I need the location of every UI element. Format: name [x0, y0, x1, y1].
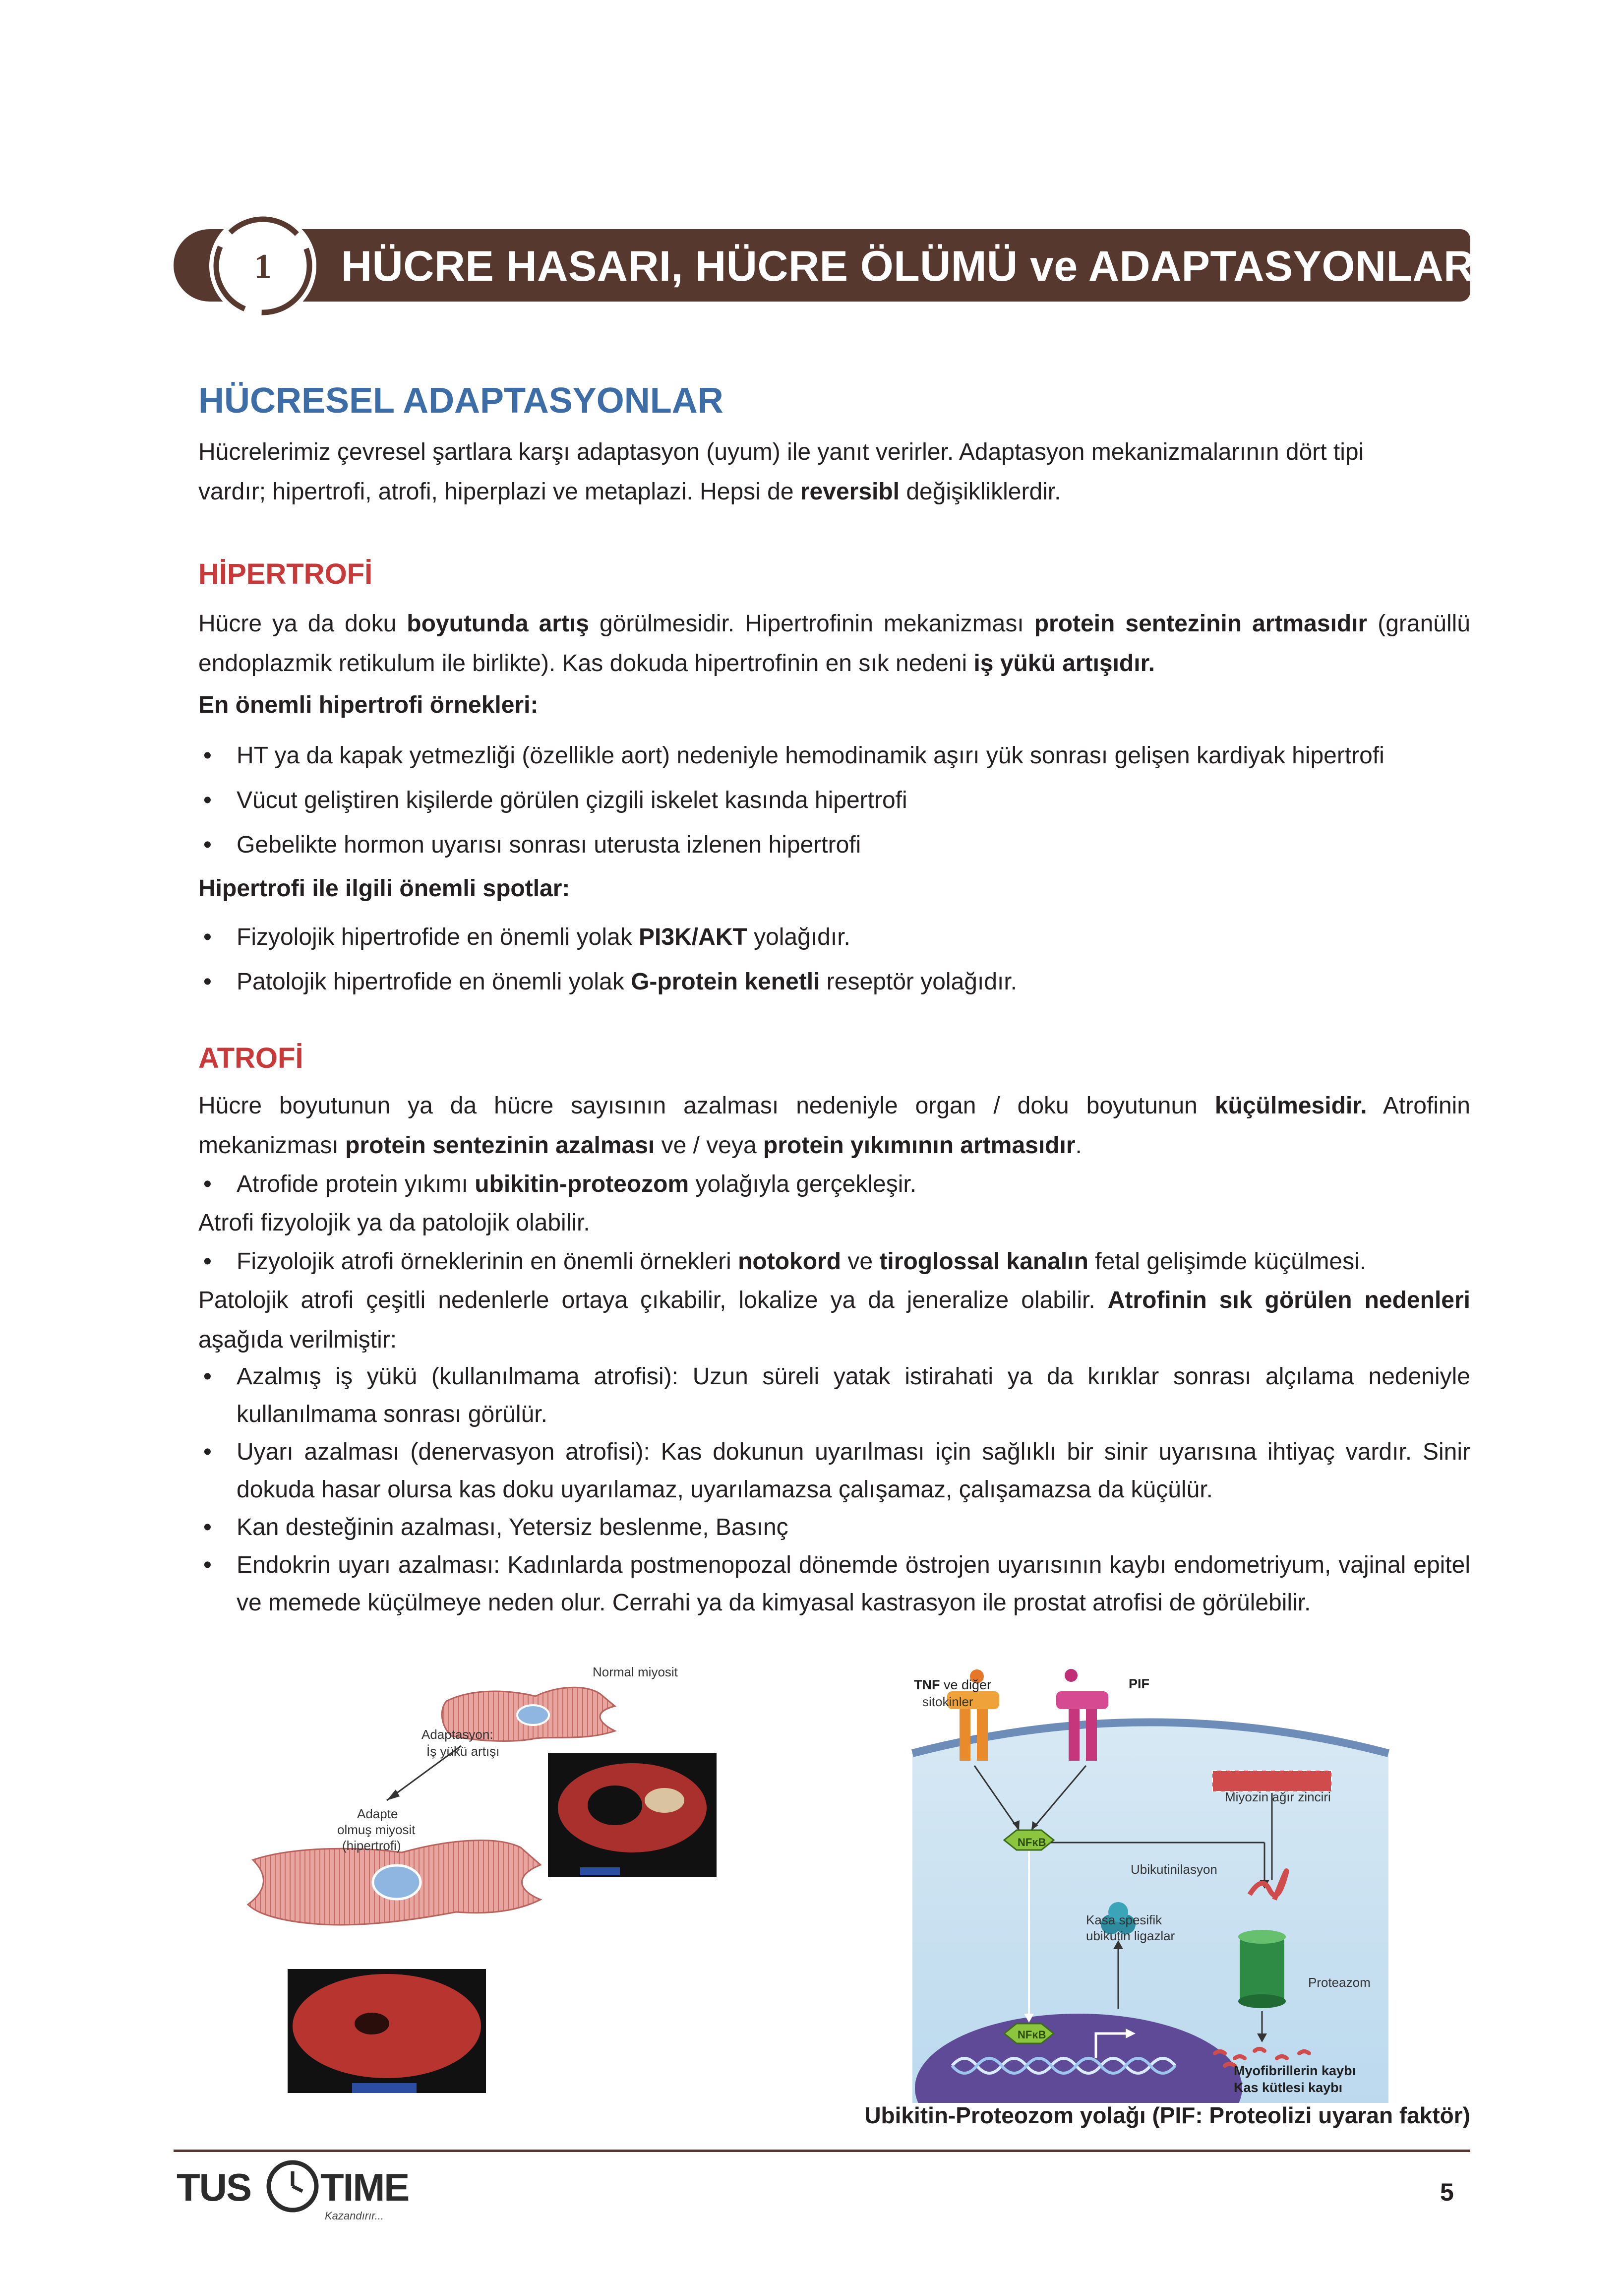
myosin-label: Miyozin ağır zinciri [1225, 1789, 1331, 1804]
pif-label: PIF [1129, 1676, 1150, 1691]
atrofi-paragraph: Hücre boyutunun ya da hücre sayısının azalması nedeniyle organ / doku boyutunun küçülmesidir. Atrofinin mekanizması protein sentezinin azalması ve / veya protein yıkımının artmasıdır. [198, 1093, 1470, 1159]
ubiquitination-label: Ubikutinilasyon [1131, 1862, 1217, 1877]
proteasome-label: Proteazom [1308, 1975, 1371, 1990]
logo-text-left: TUS [177, 2165, 251, 2209]
footer-divider [174, 2150, 1470, 2152]
atrofi-paragraph-2: Patolojik atrofi çeşitli nedenlerle ortaya çıkabilir, lokalize ya da jeneralize olabilir. Atrofinin sık görülen nedenleri aşağıda verilmiştir: [198, 1287, 1470, 1353]
tnf-label-2: sitokinler [922, 1694, 973, 1709]
hipertrofi-heading: HİPERTROFİ [198, 558, 373, 590]
ligase-label-2: ubikutin ligazlar [1086, 1928, 1175, 1943]
list-item: • Uyarı azalması (denervasyon atrofisi): Kas dokunun uyarılması için sağlıklı bir sinir uyarısına ihtiyaç vardır. Sinir dokuda hasar olursa kas doku uyarılamaz, uyarılamazsa çalışamaz, çalışamazsa da küçülür. [203, 1439, 1470, 1503]
list-item: • Atrofide protein yıkımı ubikitin-proteozom yolağıyla gerçekleşir. [203, 1171, 917, 1197]
hypertrophic-nucleus [373, 1865, 421, 1899]
ligase-label-1: Kasa spesifik [1086, 1912, 1162, 1927]
examples-title: En önemli hipertrofi örnekleri: [198, 692, 539, 718]
list-item: • Kan desteğinin azalması, Yetersiz beslenme, Basınç [203, 1514, 788, 1540]
hypertrophy-figure [238, 1657, 759, 2098]
hipertrofi-paragraph: Hücre ya da doku boyutunda artış görülmesidir. Hipertrofinin mekanizması protein sentezinin artmasıdır (granüllü endoplazmik retikulum ile birlikte). Kas dokuda hipertrofinin en sık nedeni iş yükü artışıdır. [198, 611, 1470, 677]
ubiquitin-pathway-figure [907, 1666, 1393, 2103]
figure-caption: Ubikitin-Proteozom yolağı (PIF: Proteolizi uyaran faktör) [864, 2102, 1470, 2128]
spots-title: Hipertrofi ile ilgili önemli spotlar: [198, 875, 570, 902]
normal-myocyte-label: Normal miyosit [593, 1664, 678, 1679]
loss-label-2: Kas kütlesi kaybı [1234, 2080, 1343, 2095]
list-item: • Patolojik hipertrofide en önemli yolak G-protein kenetli reseptör yolağıdır. [203, 969, 1018, 995]
list-item: • HT ya da kapak yetmezliği (özellikle aort) nedeniyle hemodinamik aşırı yük sonrası gelişen kardiyak hipertrofi [203, 742, 1384, 769]
atrofi-heading: ATROFİ [198, 1042, 303, 1074]
list-item: • Gebelikte hormon uyarısı sonrası uterusta izlenen hipertrofi [203, 832, 861, 858]
proteasome [1240, 1937, 1284, 2001]
hypertrophy-label-2: olmuş miyosit [337, 1822, 416, 1837]
nfkb-label-nucleus: NFκB [1018, 2029, 1046, 2041]
list-item: • Vücut geliştiren kişilerde görülen çizgili iskelet kasında hipertrofi [203, 787, 907, 813]
intro-line-2: vardır; hipertrofi, atrofi, hiperplazi ve metaplazi. Hepsi de reversibl değişikliklerdir. [198, 479, 1061, 505]
nfkb-label-cytoplasm: NFκB [1018, 1836, 1046, 1848]
intro-line-1: Hücrelerimiz çevresel şartlara karşı adaptasyon (uyum) ile yanıt verirler. Adaptasyon mekanizmalarının dört tipi [198, 439, 1364, 465]
adaptation-label-2: İş yükü artışı [426, 1744, 500, 1759]
logo-tagline: Kazandırır... [325, 2210, 384, 2222]
hypertrophy-label-1: Adapte [357, 1806, 398, 1821]
pif-ligand [1065, 1669, 1078, 1682]
list-item: • Fizyolojik hipertrofide en önemli yolak PI3K/AKT yolağıdır. [203, 924, 850, 950]
list-item: • Fizyolojik atrofi örneklerinin en önemli örnekleri notokord ve tiroglossal kanalın fetal gelişimde küçülmesi. [203, 1248, 1367, 1275]
logo-text-right: TIME [320, 2165, 409, 2209]
list-item: • Endokrin uyarı azalması: Kadınlarda postmenopozal dönemde östrojen uyarısının kaybı endometriyum, vajinal epitel ve memede küçülmeye neden olur. Cerrahi ya da kimyasal kastrasyon ile prostat atrofisi de görülebilir. [203, 1552, 1470, 1616]
atrofi-physio-line: Atrofi fizyolojik ya da patolojik olabilir. [198, 1210, 590, 1236]
list-item: • Azalmış iş yükü (kullanılmama atrofisi): Uzun süreli yatak istirahati ya da kırıklar sonrası alçılama nedeniyle kullanılmama sonrası görülür. [203, 1363, 1470, 1427]
tnf-label-1: TNF ve diğer [914, 1677, 992, 1692]
adaptation-label-1: Adaptasyon: [421, 1727, 493, 1742]
loss-label-1: Myofibrillerin kaybı [1234, 2063, 1356, 2078]
section-title: HÜCRESEL ADAPTASYONLAR [198, 381, 723, 421]
clock-icon [265, 2158, 320, 2214]
hypertrophy-label-3: (hipertrofi) [342, 1838, 401, 1853]
normal-nucleus [517, 1705, 549, 1725]
page-number: 5 [1440, 2178, 1454, 2206]
chapter-title: HÜCRE HASARI, HÜCRE ÖLÜMÜ ve ADAPTASYONLAR [341, 243, 1475, 290]
chapter-number: 1 [254, 247, 272, 286]
